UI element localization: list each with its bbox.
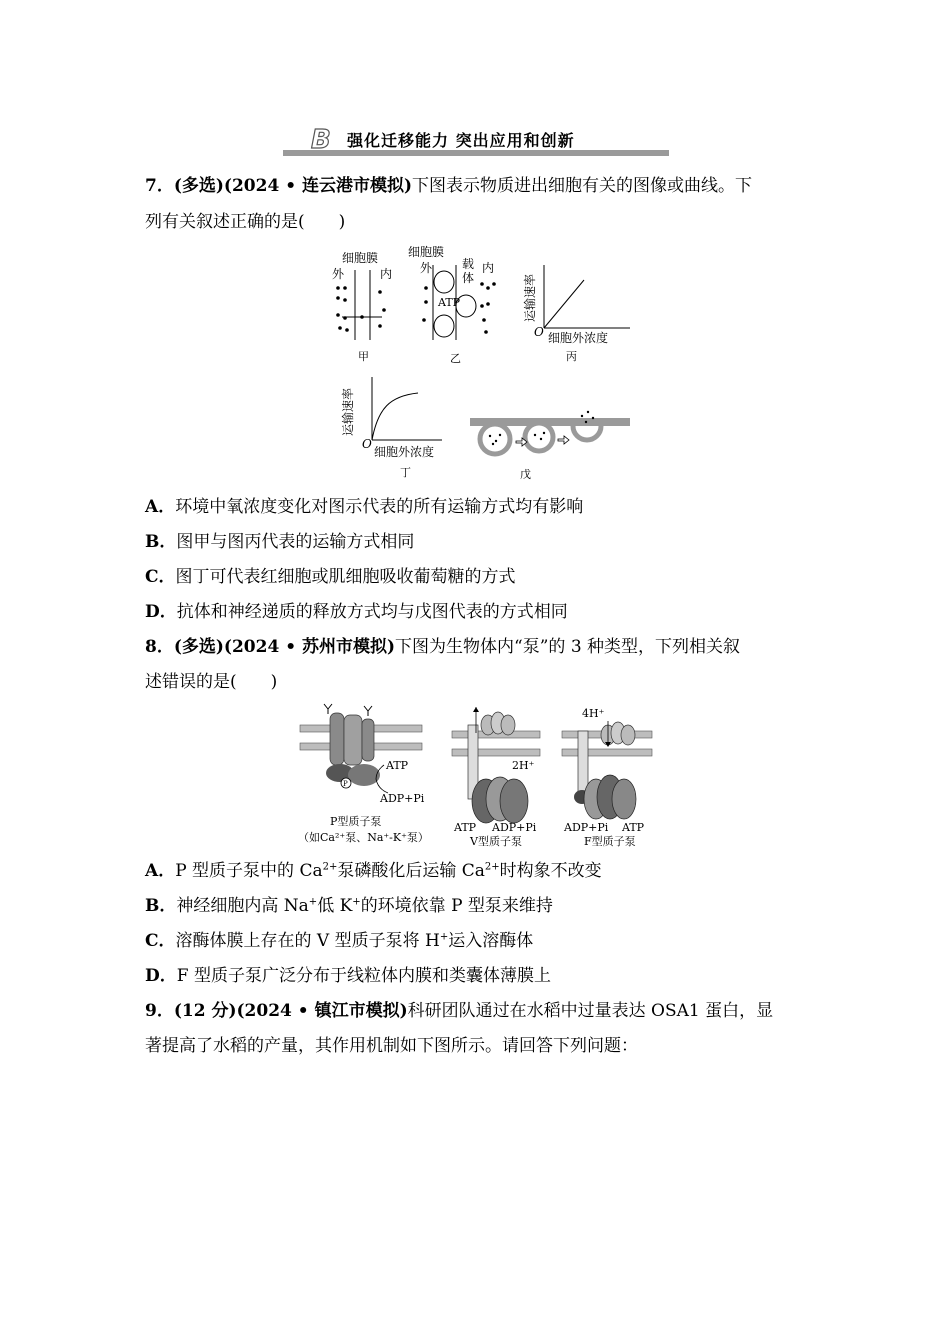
q8-stem-text: 下图为生物体内“泵”的 3 种类型，下列相关叙 [395,637,741,657]
ding-caption: 丁 [400,466,411,479]
jia-inside-label: 内 [380,267,393,281]
v-h-label: 2H⁺ [512,759,535,772]
p-receptor-left [324,704,332,714]
f-atp-label: ATP [622,821,645,834]
q7-option-a: A．环境中氧浓度变化对图示代表的所有运输方式均有影响 [145,497,584,517]
p-domain-right [348,764,380,786]
q9-number: 9． [145,1001,174,1021]
p-helix-3 [362,719,374,761]
q9-tag: (12 分)(2024 • 镇江市模拟) [173,1001,408,1021]
jia-caption: 甲 [358,350,369,363]
wu-vesicle-3 [573,426,601,440]
figure-yi [408,245,496,365]
figure-v-pump [452,707,540,848]
wu-vesicle-1 [480,424,510,454]
q8-figure [290,703,670,853]
jia-outside-label: 外 [332,267,345,281]
yi-carrier-label-2: 体 [462,271,475,285]
p-atp-label: ATP [386,759,409,772]
q8-option-c: C．溶酶体膜上存在的 V 型质子泵将 H+运入溶酶体 [145,931,534,951]
q9-stem-line1 [145,1000,773,1022]
yi-inside-label: 内 [482,261,495,275]
bing-xlabel: 细胞外浓度 [548,331,609,345]
bing-origin: O [534,325,544,339]
q8-stem-line1 [145,636,740,658]
figure-bing [522,265,630,363]
q9-stem-line2: 著提高了水稻的产量，其作用机制如下图所示。请回答下列问题： [145,1036,638,1056]
wu-vesicle-2 [525,423,553,451]
p-caption: P型质子泵 [330,815,382,828]
ding-ylabel: 运输速率 [341,387,355,436]
yi-carrier-label-1: 载 [462,257,475,271]
yi-caption: 乙 [450,352,461,365]
q7-stem-line1 [145,175,752,197]
jia-membrane-label: 细胞膜 [342,251,379,265]
bing-curve [544,280,584,328]
p-phosphate-label: P [343,780,348,788]
q8-stem-line2: 述错误的是( ) [145,672,278,692]
q7-option-b: B．图甲与图丙代表的运输方式相同 [145,532,415,552]
q9-stem-text: 科研团队通过在水稻中过量表达 OSA1 蛋白，显 [407,1001,774,1021]
p-receptor-right [364,706,372,716]
q8-option-d: D．F 型质子泵广泛分布于线粒体内膜和类囊体薄膜上 [145,966,551,986]
p-adp-label: ADP+Pi [380,792,425,805]
q7-option-d: D．抗体和神经递质的释放方式均与戊图代表的方式相同 [145,602,568,622]
bing-caption: 丙 [566,350,577,363]
ding-origin: O [362,437,372,451]
section-letter: B [311,125,331,155]
v-caption: V型质子泵 [470,835,522,848]
q7-figure [320,240,650,490]
v-adp-label: ADP+Pi [492,821,537,834]
section-banner [283,126,669,156]
p-helix-2 [344,715,362,765]
yi-outside-label: 外 [420,261,433,275]
q8-option-a: A．P 型质子泵中的 $Ca^{2+}$泵磷酸化后运输 $Ca^{2+}$时构象不改变 [145,861,602,881]
yi-carrier-bottom [434,315,454,337]
p-caption-examples: （如Ca²⁺泵、Na⁺-K⁺泵） [298,831,429,844]
q8-tag: (多选)(2024 • 苏州市模拟) [173,637,396,657]
q7-tag: (多选)(2024 • 连云港市模拟) [173,176,413,196]
q7-option-c: C．图丁可代表红细胞或肌细胞吸收葡萄糖的方式 [145,567,516,587]
f-caption: F型质子泵 [584,835,636,848]
v-atp-label: ATP [454,821,477,834]
wu-caption: 戊 [520,468,531,481]
figure-f-pump [562,707,652,848]
yi-atp-label: ATP [438,296,461,309]
figure-wu [470,411,630,481]
q7-number: 7． [145,176,174,196]
ding-curve [372,393,418,440]
figure-p-pump [298,704,429,844]
f-adp-label: ADP+Pi [564,821,609,834]
yi-membrane-label: 细胞膜 [408,245,445,259]
q8-number: 8． [145,637,174,657]
q8-option-b: B．神经细胞内高 Na+低 K+的环境依靠 P 型泵来维持 [145,896,553,916]
f-h-label: 4H⁺ [582,707,605,720]
section-title: 强化迁移能力 突出应用和创新 [347,131,575,150]
yi-carrier-top [434,271,454,293]
q7-stem-line2: 列有关叙述正确的是( ) [145,212,346,232]
p-helix-1 [330,713,344,765]
figure-jia [332,251,392,363]
wu-arrow-2 [558,436,569,444]
bing-ylabel: 运输速率 [523,273,537,322]
jia-molecules [336,286,386,332]
ding-xlabel: 细胞外浓度 [374,445,435,459]
figure-ding [340,377,442,479]
q7-stem-text: 下图表示物质进出细胞有关的图像或曲线。下 [412,176,753,196]
